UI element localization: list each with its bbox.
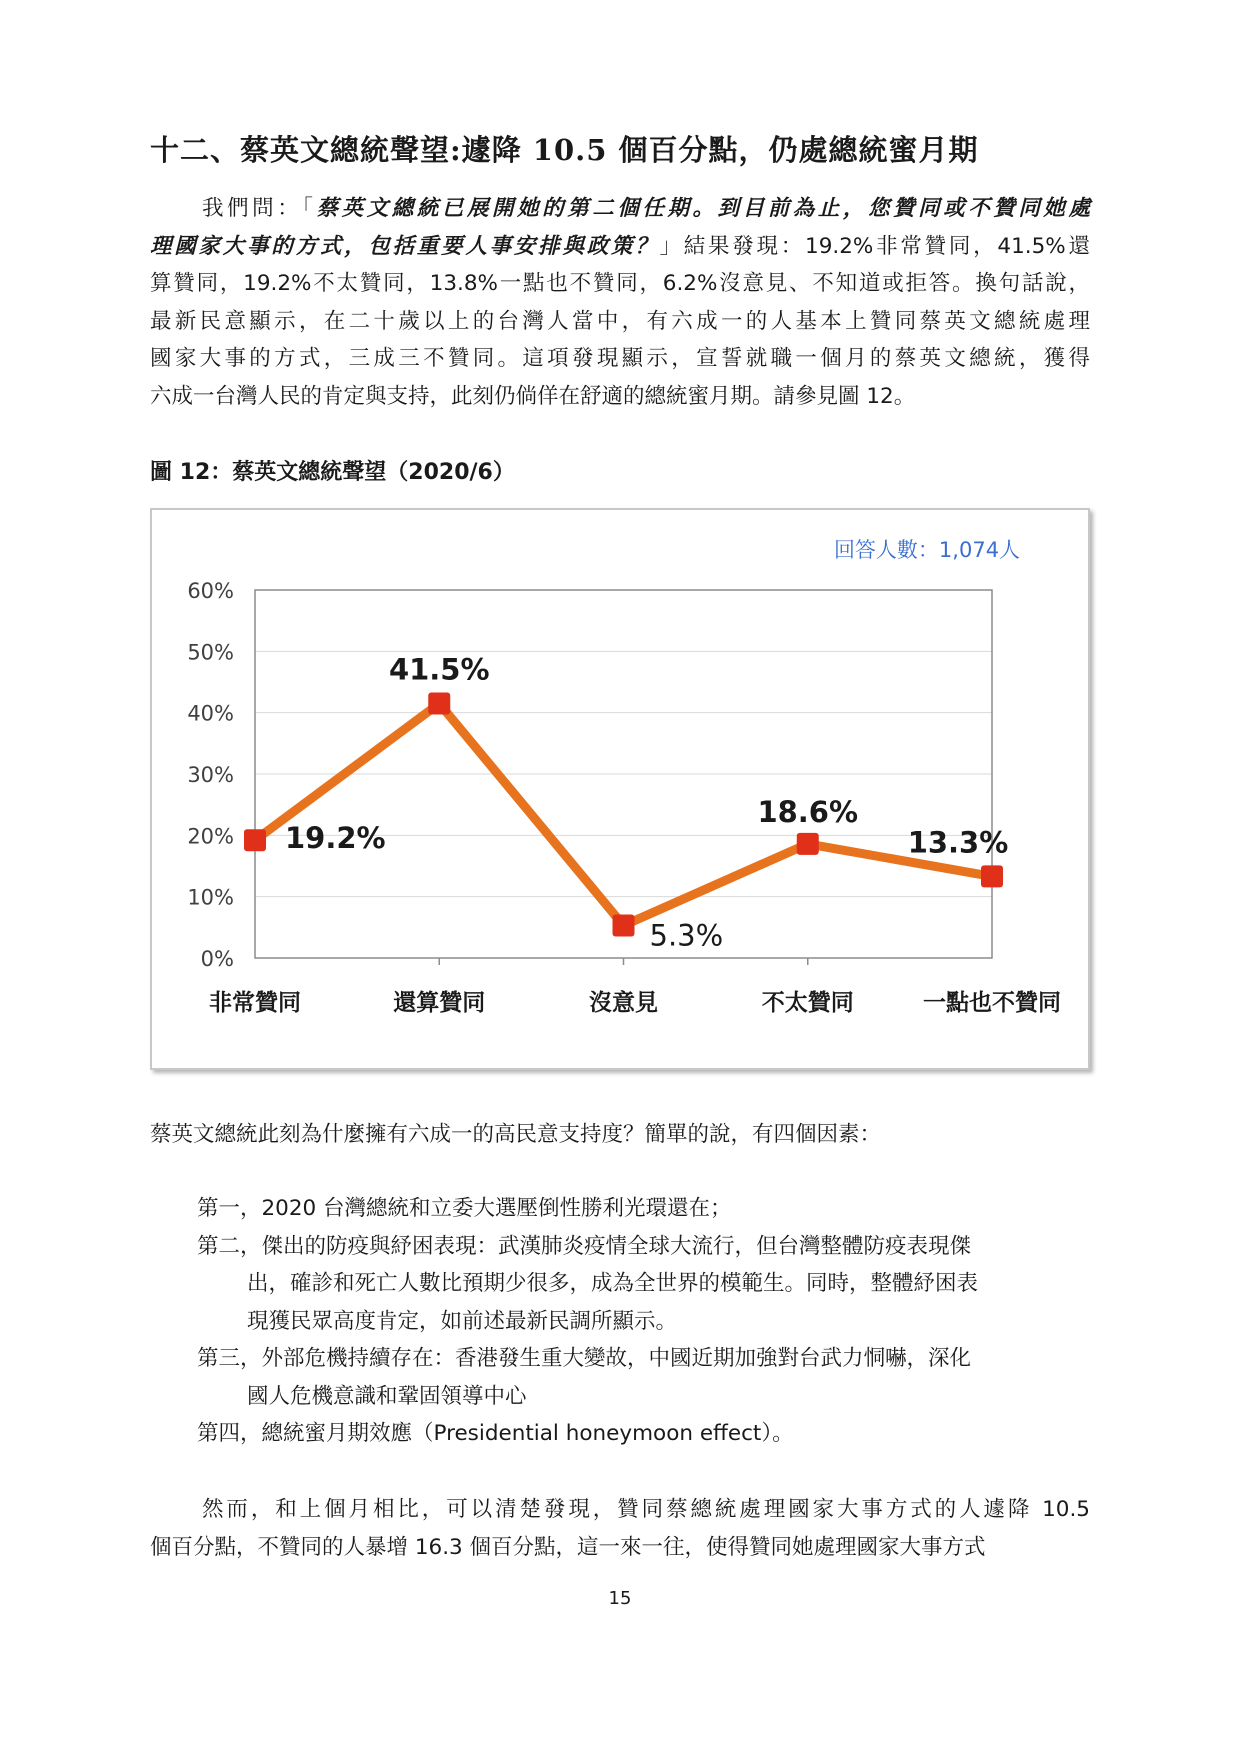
intro-line-3: 算贊同，19.2%不太贊同，13.8%一點也不贊同，6.2%沒意見、不知道或拒答。換句話說，: [150, 271, 1090, 296]
x-category-label: 還算贊同: [393, 990, 486, 1016]
reason-3-cont: 國人危機意識和鞏固領導中心: [247, 1383, 527, 1409]
reasons-intro: [150, 1116, 1090, 1154]
intro-line-1: [150, 190, 1090, 228]
closing-paragraph: [150, 1491, 1090, 1566]
y-tick-label: 0%: [200, 947, 234, 971]
data-label: 5.3%: [649, 918, 724, 953]
y-tick-label: 10%: [187, 885, 234, 910]
y-tick-label: 30%: [187, 763, 234, 787]
reasons-list: [197, 1190, 1090, 1453]
y-tick-label: 50%: [187, 640, 234, 665]
closing-line-1: 然而，和上個月相比，可以清楚發現，贊同蔡總統處理國家大事方式的人遽降 10.5: [202, 1497, 1090, 1522]
data-label: 19.2%: [285, 821, 386, 856]
intro-line-6: 六成一台灣人民的肯定與支持，此刻仍倘佯在舒適的總統蜜月期。請參見圖 12。: [150, 383, 916, 409]
section-heading: 十二、蔡英文總統聲望:遽降 10.5 個百分點，仍處總統蜜月期: [150, 133, 979, 167]
x-category-label: 不太贊同: [761, 990, 854, 1016]
figure-caption: 圖 12：蔡英文總統聲望（2020/6）: [150, 460, 515, 485]
intro-line-2: [150, 228, 1090, 266]
data-point: [428, 692, 450, 714]
chart-frame: [150, 508, 1090, 1070]
y-tick-label: 40%: [187, 701, 234, 726]
reason-3: 第三，外部危機持續存在：香港發生重大變故，中國近期加強對台武力恫嚇，深化: [197, 1346, 972, 1371]
closing-line-2: 個百分點，不贊同的人暴增 16.3 個百分點，這一來一往，使得贊同她處理國家大事方式: [150, 1534, 986, 1560]
result-text: 」結果發現：19.2%非常贊同，41.5%還: [659, 233, 1090, 259]
question-text-1: 蔡英文總統已展開她的第二個任期。到目前為止，您贊同或不贊同她處: [316, 196, 1090, 221]
reason-2: 第二，傑出的防疫與紓困表現：武漢肺炎疫情全球大流行，但台灣整體防疫表現傑: [197, 1233, 972, 1259]
y-tick-label: 20%: [187, 824, 234, 849]
data-point: [797, 833, 819, 855]
intro-line-5: 國家大事的方式，三成三不贊同。這項發現顯示，宣誓就職一個月的蔡英文總統，獲得: [150, 346, 1090, 371]
line-chart: [152, 510, 1088, 1068]
x-category-label: 一點也不贊同: [923, 990, 1061, 1016]
data-point: [613, 914, 635, 936]
page-number: 15: [608, 1588, 632, 1609]
quote-open: 我們問：「: [202, 196, 317, 221]
data-point: [981, 865, 1003, 887]
question-text-2: 理國家大事的方式，包括重要人事安排與政策？: [150, 233, 660, 259]
data-label: 18.6%: [757, 794, 859, 829]
intro-line-4: 最新民意顯示，在二十歲以上的台灣人當中，有六成一的人基本上贊同蔡英文總統處理: [150, 308, 1090, 334]
reason-1: 第一，2020 台灣總統和立委大選壓倒性勝利光環還在；: [197, 1196, 732, 1221]
respondent-count: 回答人數：1,074人: [833, 538, 1021, 562]
data-label: 41.5%: [388, 652, 490, 687]
data-label: 13.3%: [907, 825, 1009, 860]
reason-2-cont-1: 出，確診和死亡人數比預期少很多，成為全世界的模範生。同時，整體紓困表: [247, 1271, 979, 1296]
reason-2-cont-2: 現獲民眾高度肯定，如前述最新民調所顯示。: [247, 1308, 678, 1334]
reason-4: 第四，總統蜜月期效應（Presidential honeymoon effect）。: [197, 1421, 794, 1446]
series-line: [255, 703, 992, 925]
data-point: [244, 829, 266, 851]
x-category-label: 沒意見: [589, 990, 658, 1016]
y-tick-label: 60%: [187, 579, 234, 603]
intro-paragraph: [150, 190, 1090, 415]
reasons-intro-line: 蔡英文總統此刻為什麼擁有六成一的高民意支持度？簡單的說，有四個因素：: [150, 1122, 882, 1147]
x-category-label: 非常贊同: [209, 990, 301, 1016]
